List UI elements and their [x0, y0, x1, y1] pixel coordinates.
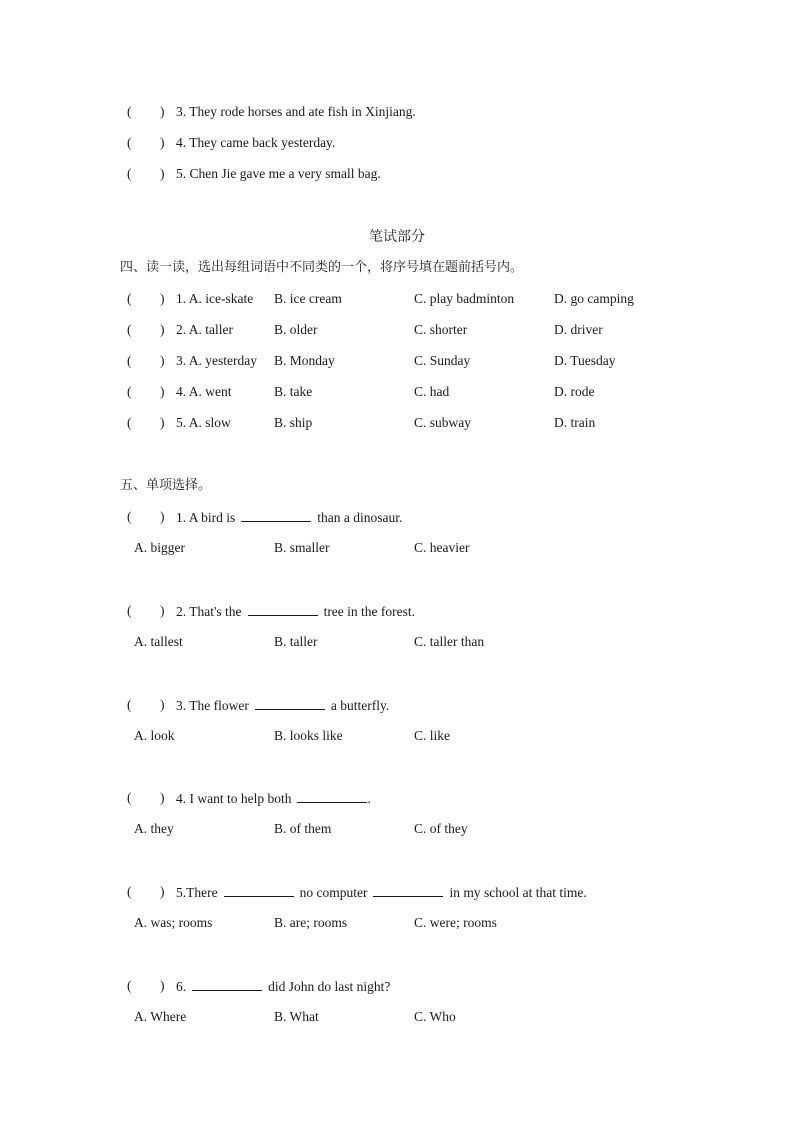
answer-paren-right: ) — [160, 353, 165, 368]
option-d: D. driver — [554, 322, 603, 337]
section4-title: 四、读一读，选出每组词语中不同类的一个，将序号填在题前括号内。 — [120, 260, 524, 275]
question-stem: 4. I want to help both . — [176, 791, 371, 806]
answer-paren-right: ) — [160, 135, 165, 150]
answer-paren-left[interactable]: ( — [127, 135, 132, 150]
option-d: D. train — [554, 415, 596, 430]
answer-paren-left[interactable]: ( — [127, 884, 132, 899]
option-d: D. go camping — [554, 291, 634, 306]
option-c: C. Sunday — [414, 353, 471, 368]
option-a: 3. A. yesterday — [176, 353, 257, 368]
question-stem: 5.There no computer in my school at that time. — [176, 885, 587, 900]
question-stem: 3. The flower a butterfly. — [176, 698, 390, 713]
answer-paren-left[interactable]: ( — [127, 509, 132, 524]
question-stem: 1. A bird is than a dinosaur. — [176, 510, 403, 525]
written-section-heading: 笔试部分 — [369, 229, 425, 245]
answer-paren-right: ) — [160, 603, 165, 618]
option-c: C. of they — [414, 821, 468, 836]
answer-paren-left[interactable]: ( — [127, 322, 132, 337]
option-b: B. are; rooms — [274, 915, 348, 930]
answer-paren-right: ) — [160, 291, 165, 306]
answer-paren-right: ) — [160, 384, 165, 399]
option-b: B. ice cream — [274, 291, 342, 306]
question-stem: 6. did John do last night? — [176, 979, 391, 994]
answer-paren-left[interactable]: ( — [127, 697, 132, 712]
option-c: C. subway — [414, 415, 471, 430]
option-d: D. Tuesday — [554, 353, 616, 368]
option-a: A. they — [134, 821, 174, 836]
option-a: 5. A. slow — [176, 415, 231, 430]
option-b: B. Monday — [274, 353, 335, 368]
option-a: A. bigger — [134, 540, 185, 555]
option-c: C. play badminton — [414, 291, 515, 306]
option-a: A. Where — [134, 1009, 187, 1024]
option-a: A. look — [134, 728, 175, 743]
answer-paren-left[interactable]: ( — [127, 603, 132, 618]
option-d: D. rode — [554, 384, 595, 399]
option-c: C. heavier — [414, 540, 470, 555]
option-b: B. smaller — [274, 540, 330, 555]
option-b: B. of them — [274, 821, 332, 836]
item-text: 5. Chen Jie gave me a very small bag. — [176, 166, 381, 181]
option-b: B. What — [274, 1009, 319, 1024]
option-b: B. looks like — [274, 728, 343, 743]
option-a: 1. A. ice-skate — [176, 291, 254, 306]
answer-paren-right: ) — [160, 697, 165, 712]
answer-blank[interactable] — [255, 697, 325, 710]
option-c: C. were; rooms — [414, 915, 497, 930]
option-a: A. was; rooms — [134, 915, 213, 930]
option-b: B. take — [274, 384, 313, 399]
answer-paren-left[interactable]: ( — [127, 415, 132, 430]
answer-blank[interactable] — [373, 884, 443, 897]
question-stem: 2. That's the tree in the forest. — [176, 604, 416, 619]
answer-paren-left[interactable]: ( — [127, 790, 132, 805]
section5-title: 五、单项选择。 — [120, 478, 212, 493]
option-c: C. like — [414, 728, 450, 743]
option-a: 2. A. taller — [176, 322, 233, 337]
option-b: B. ship — [274, 415, 313, 430]
answer-paren-right: ) — [160, 978, 165, 993]
answer-blank[interactable] — [248, 603, 318, 616]
answer-paren-left[interactable]: ( — [127, 104, 132, 119]
option-c: C. Who — [414, 1009, 456, 1024]
answer-paren-left[interactable]: ( — [127, 353, 132, 368]
answer-paren-right: ) — [160, 790, 165, 805]
option-c: C. taller than — [414, 634, 485, 649]
answer-paren-right: ) — [160, 166, 165, 181]
option-b: B. taller — [274, 634, 318, 649]
answer-blank[interactable] — [224, 884, 294, 897]
answer-blank[interactable] — [192, 978, 262, 991]
answer-paren-left[interactable]: ( — [127, 166, 132, 181]
answer-paren-left[interactable]: ( — [127, 384, 132, 399]
option-a: A. tallest — [134, 634, 183, 649]
answer-paren-right: ) — [160, 415, 165, 430]
option-b: B. older — [274, 322, 318, 337]
answer-paren-left[interactable]: ( — [127, 291, 132, 306]
item-text: 3. They rode horses and ate fish in Xinjiang. — [176, 104, 416, 119]
option-c: C. had — [414, 384, 450, 399]
answer-paren-right: ) — [160, 104, 165, 119]
option-c: C. shorter — [414, 322, 468, 337]
item-text: 4. They came back yesterday. — [176, 135, 336, 150]
answer-paren-right: ) — [160, 509, 165, 524]
answer-paren-right: ) — [160, 322, 165, 337]
answer-blank[interactable] — [241, 509, 311, 522]
option-a: 4. A. went — [176, 384, 232, 399]
answer-blank[interactable] — [297, 790, 367, 803]
answer-paren-right: ) — [160, 884, 165, 899]
answer-paren-left[interactable]: ( — [127, 978, 132, 993]
